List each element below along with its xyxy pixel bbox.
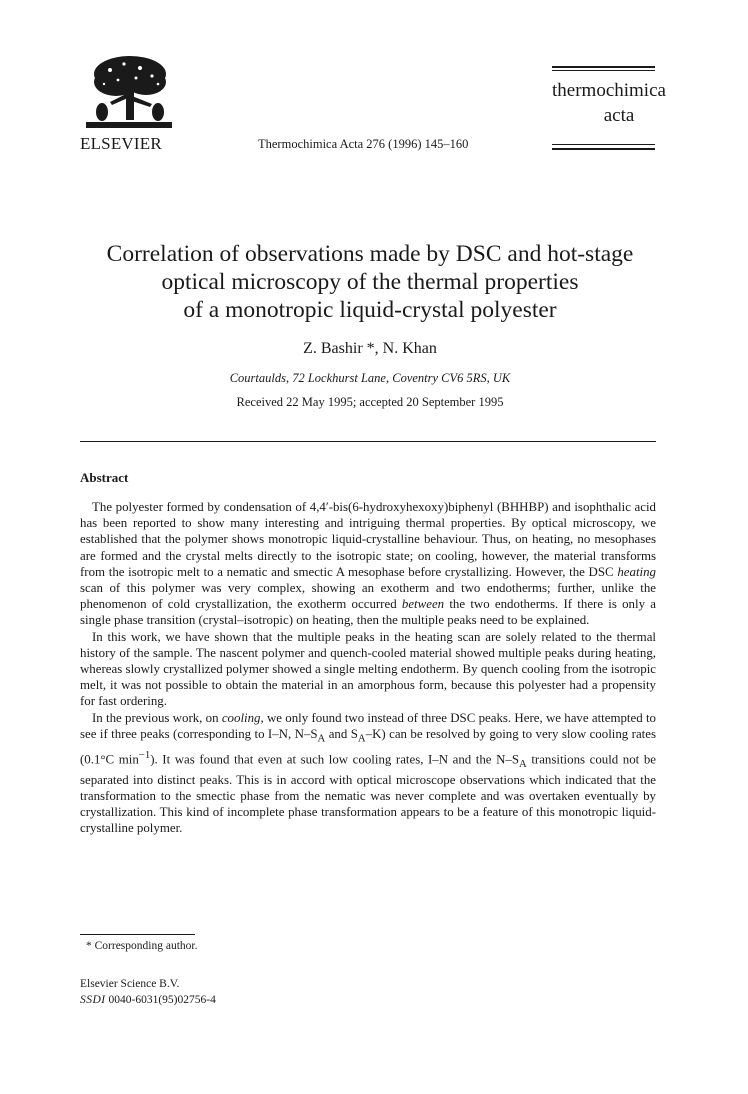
received-dates: Received 22 May 1995; accepted 20 September 1995 [236,395,504,409]
journal-rule-top [552,66,655,68]
abstract-paragraph-1: The polyester formed by condensation of 4,4′-bis(6-hydroxyhexoxy)biphenyl (BHHBP) and isophthalic acid has been reported to show many interesting and intriguing thermal properties. By optical microscopy, we established that the polymer shows monotropic liquid-crystalline behaviour. Thus, on heating, no mesophases are formed and the crystal melts directly to the isotropic state; on cooling, however, the material transforms from the isotropic melt to a nematic and smectic A mesophase before crystallizing. However, the DSC heating scan of this polymer was very complex, showing an exotherm and two endotherms; further, unlike the phenomenon of cold crystallization, the exotherm occurred between the two endotherms. If there is only a single phase transition (crystal–isotropic) on heating, then the multiple peaks need to be explained. [80,500,656,628]
abstract-paragraph-3: In the previous work, on cooling, we only found two instead of three DSC peaks. Here, we have attempted to see if three peaks (corresponding to I–N, $N-S_A$ and $S_A-K$) can be resolved by going to very slow cooling rates (0.1°C $\min^{-1}$). It was found that even at such low cooling rates, I–N and the $N-S_A$ transitions could not be separated into distinct peaks. This is in accord with optical microscope observations which indicated that the transformation to the smectic phase from the nematic was never complete and was overtaken eventually by crystallization. This kind of incomplete phase transformation appears to be a feature of this monotropic liquid-crystalline polymer. [80,710,656,836]
journal-rule-top-thin [552,70,655,71]
footnote: * Corresponding author. [86,940,198,952]
affiliation: Courtaulds, 72 Lockhurst Lane, Coventry CV6 5RS, UK [229,371,511,385]
title-line: Correlation of observations made by DSC and hot-stage [106,241,634,267]
abstract-body [80,499,656,837]
publisher-footer: Elsevier Science B.V. [80,978,180,990]
journal-rule-bottom-thin [552,144,655,145]
title-line: optical microscopy of the thermal properties [161,269,579,295]
journal-name-line2: acta [603,105,635,126]
ssdi-line: SSDI 0040-6031(95)02756-4 [80,994,216,1006]
section-divider [80,441,656,442]
journal-citation: Thermochimica Acta 276 (1996) 145–160 [258,137,469,151]
abstract-paragraph-2: In this work, we have shown that the multiple peaks in the heating scan are solely related to the thermal history of the sample. The nascent polymer and quench-cooled material showed multiple peaks during heating, whereas slowly crystallized polymer showed a single melting endotherm. By quench cooling from the isotropic melt, it was not possible to obtain the material in an amorphous form, because this polyester had a propensity for fast ordering. [80,629,656,709]
abstract-heading: Abstract [80,470,129,485]
journal-name-line1: thermochimica [552,80,666,101]
title-line: of a monotropic liquid-crystal polyester [183,297,557,323]
article-title [80,240,660,324]
elsevier-tree-logo [80,52,176,132]
journal-rule-bottom [552,148,655,150]
footnote-rule [80,934,195,935]
publisher-name: ELSEVIER [80,134,162,153]
authors: Z. Bashir *, N. Khan [303,340,437,357]
